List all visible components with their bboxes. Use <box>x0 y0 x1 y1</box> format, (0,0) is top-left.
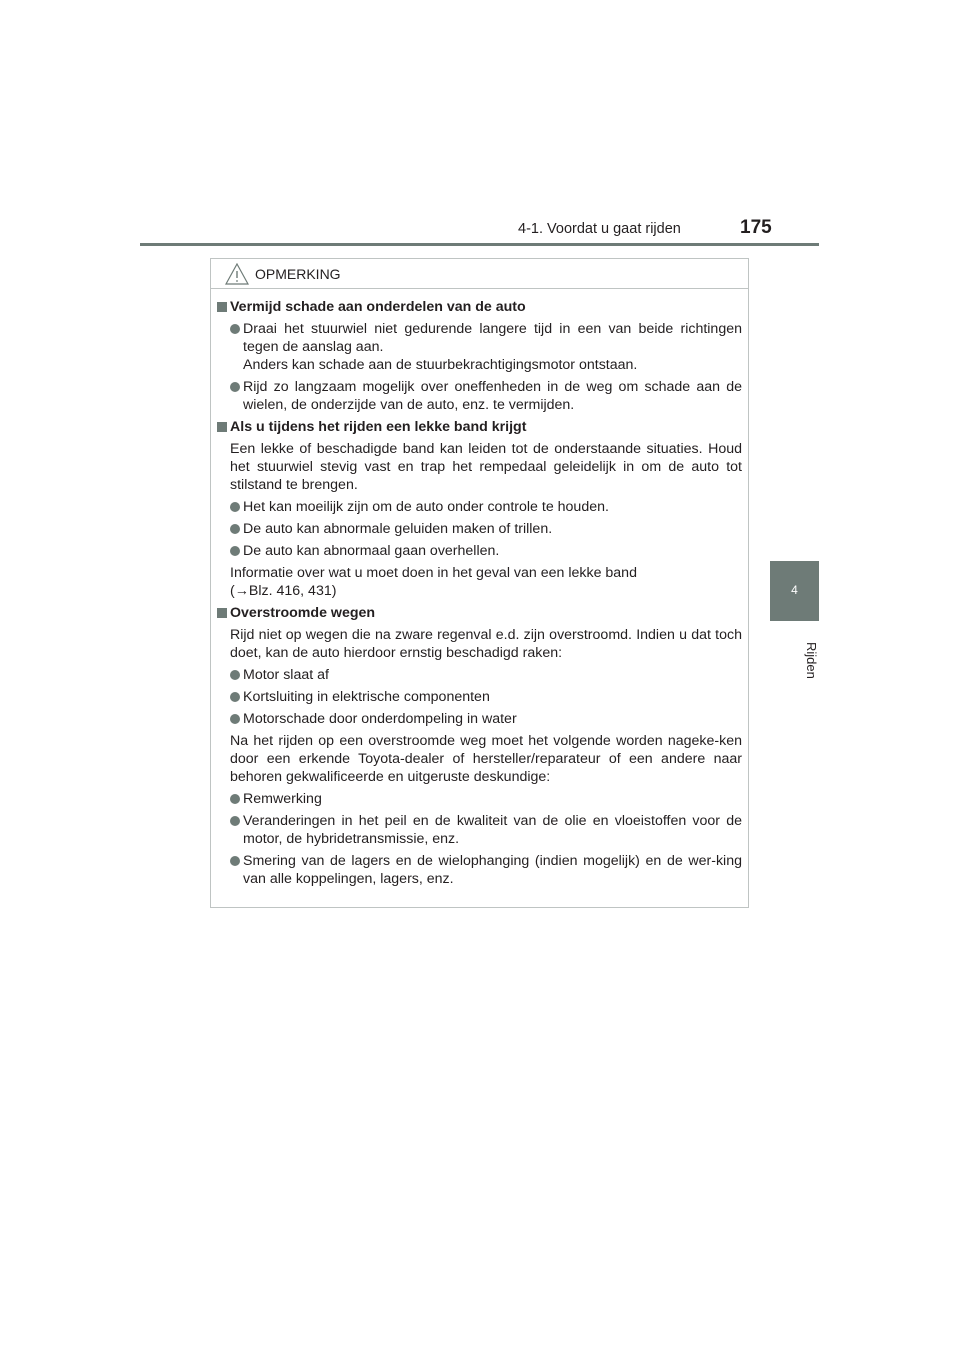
round-bullet-icon <box>230 382 240 392</box>
list-item: Rijd zo langzaam mogelijk over oneffenheden in de weg om schade aan de wielen, de onderzijde van de auto, enz. te vermijden. <box>230 378 742 414</box>
list-item: Motorschade door onderdompeling in water <box>230 710 742 728</box>
square-bullet-icon <box>217 422 227 432</box>
section-flat-tire <box>217 418 742 600</box>
list-item: Smering van de lagers en de wielophanging (indien mogelijk) en de wer-king van alle koppelingen, lagers, enz. <box>230 852 742 888</box>
round-bullet-icon <box>230 794 240 804</box>
round-bullet-icon <box>230 524 240 534</box>
chapter-label: Rijden <box>804 641 819 679</box>
list-item: Remwerking <box>230 790 742 808</box>
paragraph: Informatie over wat u moet doen in het geval van een lekke band (→Blz. 416, 431) <box>230 565 637 599</box>
section-title: Vermijd schade aan onderdelen van de auto <box>217 298 742 316</box>
notice-header <box>211 259 748 289</box>
paragraph: Rijd niet op wegen die na zware regenval e.d. zijn overstroomd. Indien u dat toch doet, kan de auto hierdoor ernstig beschadigd raken: <box>230 627 742 661</box>
round-bullet-icon <box>230 856 240 866</box>
round-bullet-icon <box>230 714 240 724</box>
notice-box <box>210 258 749 908</box>
notice-title: OPMERKING <box>255 265 341 282</box>
chapter-tab: 4 <box>770 561 819 621</box>
round-bullet-icon <box>230 816 240 826</box>
section-header: 4-1. Voordat u gaat rijden <box>518 221 681 237</box>
list-item: Kortsluiting in elektrische componenten <box>230 688 742 706</box>
notice-body <box>211 289 748 888</box>
section-damage <box>217 298 742 414</box>
round-bullet-icon <box>230 324 240 334</box>
list-item: Het kan moeilijk zijn om de auto onder controle te houden. <box>230 498 742 516</box>
round-bullet-icon <box>230 502 240 512</box>
paragraph: Een lekke of beschadigde band kan leiden tot de onderstaande situaties. Houd het stuurwiel stevig vast en trap het rempedaal geleidelijk in om de auto tot stilstand te brengen. <box>230 441 742 493</box>
warning-triangle-icon <box>225 263 249 285</box>
round-bullet-icon <box>230 546 240 556</box>
header-rule <box>140 243 819 246</box>
section-title: Overstroomde wegen <box>217 604 742 622</box>
section-title: Als u tijdens het rijden een lekke band krijgt <box>217 418 742 436</box>
section-flooded-roads <box>217 604 742 888</box>
list-item: Motor slaat af <box>230 666 742 684</box>
round-bullet-icon <box>230 670 240 680</box>
page-number: 175 <box>740 217 772 238</box>
list-item: Draai het stuurwiel niet gedurende langere tijd in een van beide richtingen tegen de aanslag aan. Anders kan schade aan de stuurbekrachtigingsmotor ontstaan. <box>230 320 742 374</box>
square-bullet-icon <box>217 608 227 618</box>
list-item: Veranderingen in het peil en de kwaliteit van de olie en vloeistoffen voor de motor, de hybridetransmissie, enz. <box>230 812 742 848</box>
list-item: De auto kan abnormale geluiden maken of trillen. <box>230 520 742 538</box>
list-item: De auto kan abnormaal gaan overhellen. <box>230 542 742 560</box>
square-bullet-icon <box>217 302 227 312</box>
round-bullet-icon <box>230 692 240 702</box>
paragraph: Na het rijden op een overstroomde weg moet het volgende worden nageke-ken door een erkende Toyota-dealer of hersteller/reparateur of een andere naar behoren gekwalificeerde en uitgeruste deskundige: <box>230 733 742 785</box>
